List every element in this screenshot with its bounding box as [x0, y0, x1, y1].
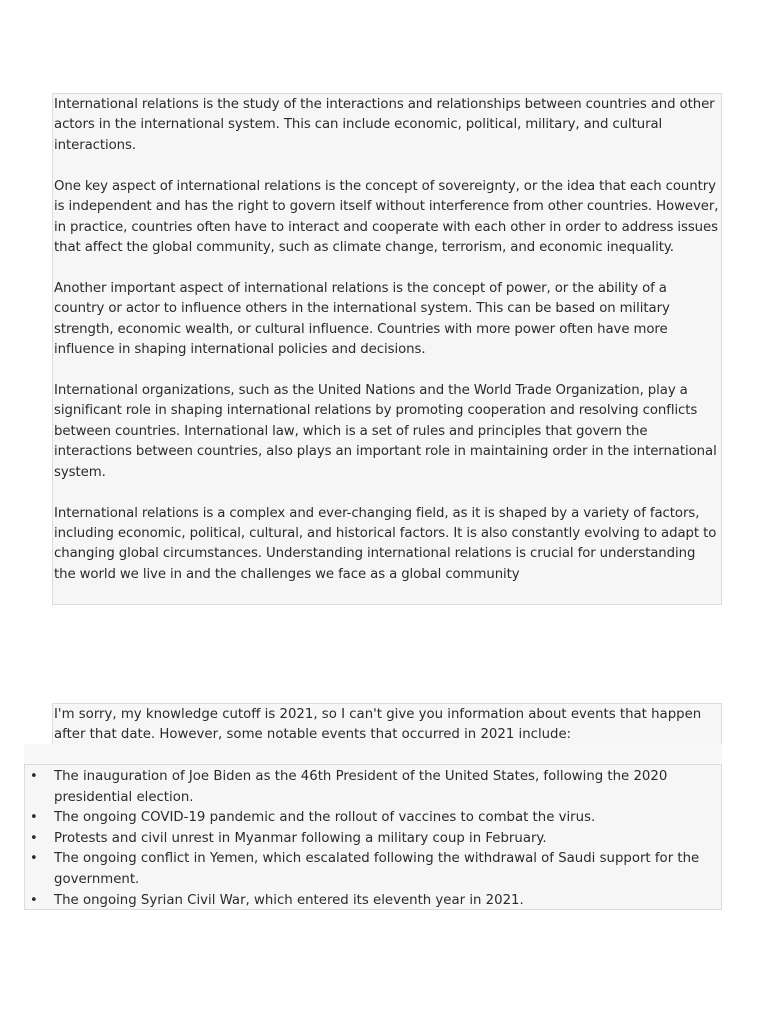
list-item	[25, 829, 719, 850]
bullet-icon: •	[30, 892, 38, 908]
essay-paragraph: Another important aspect of international relations is the concept of power, or the ability of a country or actor to influence others in the international system. This can be based on military strength, economic wealth, or cultural influence. Countries with more power often have more influence in shaping international policies and decisions.	[54, 280, 670, 358]
bullet-icon: •	[30, 769, 38, 784]
essay-paragraph: International relations is the study of the interactions and relationships between countries and other actors in the international system. This can include economic, political, military, and cultural interactions.	[54, 97, 715, 153]
essay-paragraph: International relations is a complex and ever-changing field, as it is shaped by a variety of factors, including economic, political, cultural, and historical factors. It is also constantly evolving to adapt to changing global circumstances. Understanding international relations is crucial for understanding the world we live in and the challenges we face as a global community	[54, 505, 717, 582]
bullet-icon: •	[30, 810, 38, 826]
list-item-text: The ongoing conflict in Yemen, which escalated following the withdrawal of Saudi support for the government.	[54, 851, 700, 887]
bullet-icon: •	[30, 851, 38, 867]
essay-text-block	[52, 93, 722, 605]
list-item	[25, 891, 719, 912]
list-item-text: The inauguration of Joe Biden as the 46th President of the United States, following the 2020 presidential election.	[54, 769, 668, 805]
list-item-text: The ongoing COVID-19 pandemic and the rollout of vaccines to combat the virus.	[54, 810, 596, 826]
list-item	[25, 849, 719, 890]
list-item-text: Protests and civil unrest in Myanmar following a military coup in February.	[54, 830, 547, 846]
divider-strip	[24, 744, 722, 765]
reply-text-block	[52, 703, 722, 745]
list-item-text: The ongoing Syrian Civil War, which entered its eleventh year in 2021.	[54, 892, 524, 908]
reply-text: I'm sorry, my knowledge cutoff is 2021, so I can't give you information about events that happen after that date. However, some notable events that occurred in 2021 include:	[54, 707, 702, 743]
bullet-icon: •	[30, 830, 38, 846]
essay-paragraph: International organizations, such as the United Nations and the World Trade Organization, play a significant role in shaping international relations by promoting cooperation and resolving conflicts between countries. International law, which is a set of rules and principles that govern the interactions between countries, also plays an important role in maintaining order in the international system.	[54, 382, 717, 480]
list-item	[25, 808, 719, 829]
essay-paragraph: One key aspect of international relations is the concept of sovereignty, or the idea that each country is independent and has the right to govern itself without interference from other countries. However, in practice, countries often have to interact and cooperate with each other in order to address issues that affect the global community, such as climate change, terrorism, and economic inequality.	[54, 178, 719, 255]
events-list	[25, 767, 719, 911]
list-item	[25, 767, 719, 808]
events-list-block	[24, 764, 722, 910]
